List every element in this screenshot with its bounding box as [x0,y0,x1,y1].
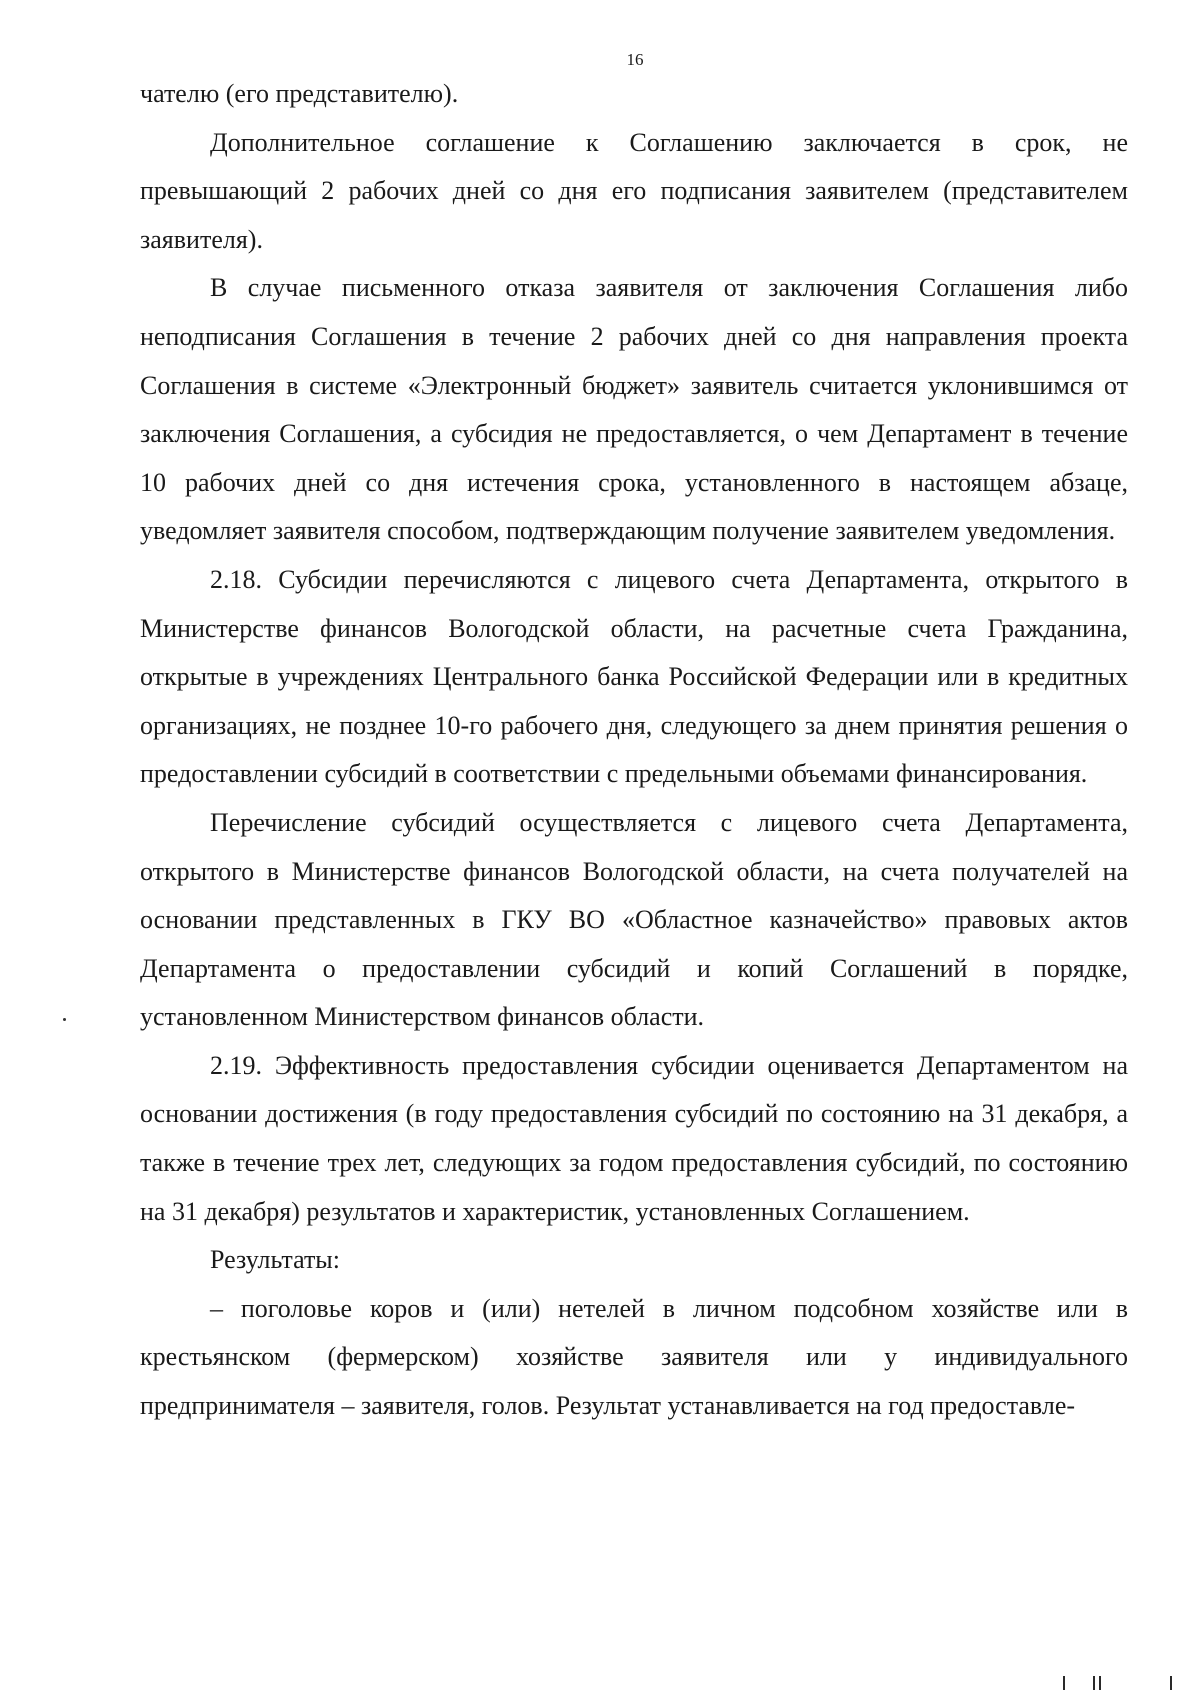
paragraph-transfer: Перечисление субсидий осуществляется с лицевого счета Департамента, открытого в Министерстве финансов Вологодской области, на счета получателей на основании представленных в ГКУ ВО «Областное казначейство» правовых актов Департамента о предоставлении субсидий и копий Соглашений в порядке, установленном Министерством финансов области. [140,807,1128,1032]
scan-artifact-dot [63,1018,66,1021]
scan-artifact-mark [1170,1676,1172,1690]
paragraph-additional-agreement: Дополнительное соглашение к Соглашению заключается в срок, не превышающий 2 рабочих дней со дня его подписания заявителем (представителем заявителя). [140,127,1128,254]
paragraph-2-18: 2.18. Субсидии перечисляются с лицевого счета Департамента, открытого в Министерстве финансов Вологодской области, на расчетные счета Гражданина, открытые в учреждениях Центрального банка Российской Федерации или в кредитных организациях, не позднее 10-го рабочего дня, следующего за днем принятия решения о предоставлении субсидий в соответствии с предельными объемами финансирования. [140,564,1128,789]
document-body [140,70,1128,1431]
paragraph-continuation: чателю (его представителю). [140,79,459,108]
paragraph-results-heading: Результаты: [210,1245,340,1275]
scan-artifact-mark [1093,1676,1095,1690]
scan-artifact-mark [1099,1676,1101,1690]
scan-artifact-mark [1063,1676,1065,1690]
paragraph-2-19: 2.19. Эффективность предоставления субсидии оценивается Департаментом на основании достижения (в году предоставления субсидий по состоянию на 31 декабря, а также в течение трех лет, следующих за годом предоставления субсидий, по состоянию на 31 декабря) результатов и характеристик, установленных Соглашением. [140,1050,1128,1226]
paragraph-results-item: – поголовье коров и (или) нетелей в личном подсобном хозяйстве или в крестьянском (фермерском) хозяйстве заявителя или у индивидуального предпринимателя – заявителя, голов. Результат устанавливается на год предоставле- [140,1293,1128,1421]
paragraph-refusal: В случае письменного отказа заявителя от заключения Соглашения либо неподписания Соглашения в течение 2 рабочих дней со дня направления проекта Соглашения в системе «Электронный бюджет» заявитель считается уклонившимся от заключения Соглашения, а субсидия не предоставляется, о чем Департамент в течение 10 рабочих дней со дня истечения срока, установленного в настоящем абзаце, уведомляет заявителя способом, подтверждающим получение заявителем уведомления. [140,273,1128,546]
page-number: 16 [626,50,644,69]
